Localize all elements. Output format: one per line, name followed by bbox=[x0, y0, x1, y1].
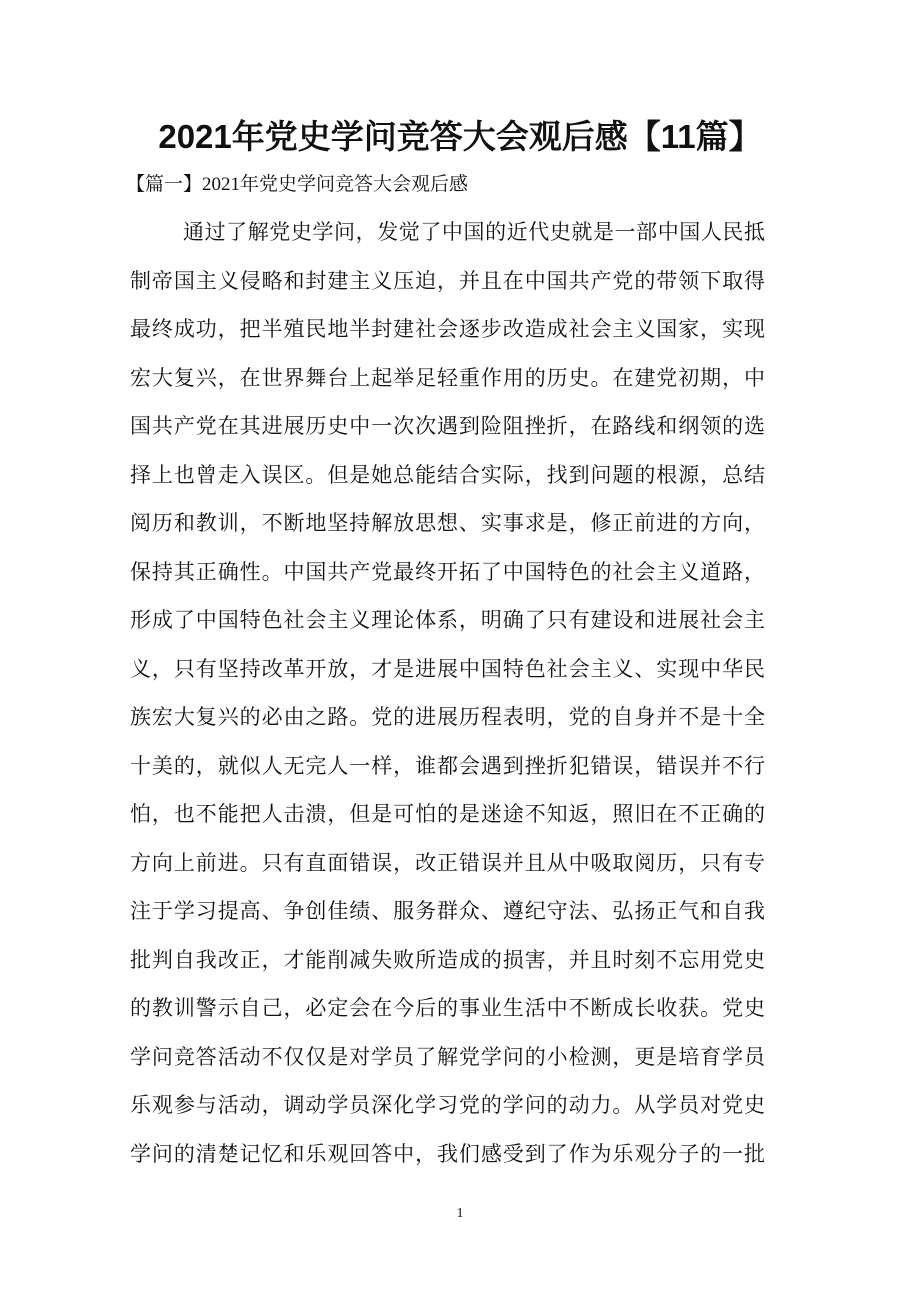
text-line: 保持其正确性。中国共产党最终开拓了中国特色的社会主义道路， bbox=[130, 559, 765, 584]
text-line: 通过了解党史学问，发觉了中国的近代史就是一部中国人民抵 bbox=[183, 220, 765, 244]
text-line: 形成了中国特色社会主义理论体系，明确了只有建设和进展社会主 bbox=[130, 608, 765, 632]
text-line: 十美的，就似人无完人一样，谁都会遇到挫折犯错误，错误并不行 bbox=[130, 753, 765, 778]
text-line: 族宏大复兴的必由之路。党的进展历程表明，党的自身并不是十全 bbox=[130, 705, 765, 729]
page-number: 1 bbox=[456, 1206, 464, 1221]
text-line: 的教训警示自己，必定会在今后的事业生活中不断成长收获。党史 bbox=[130, 996, 765, 1020]
text-line: 怕，也不能把人击溃，但是可怕的是迷途不知返，照旧在不正确的 bbox=[130, 802, 765, 826]
text-line: 批判自我改正，才能削减失败所造成的损害，并且时刻不忘用党史 bbox=[130, 947, 765, 972]
text-line: 乐观参与活动，调动学员深化学习党的学问的动力。从学员对党史 bbox=[130, 1093, 765, 1117]
text-line: 方向上前进。只有直面错误，改正错误并且从中吸取阅历，只有专 bbox=[130, 850, 765, 875]
document-title: 2021年党史学问竞答大会观后感【11篇】 bbox=[158, 118, 762, 155]
body-paragraph bbox=[130, 212, 765, 1182]
text-line: 义，只有坚持改革开放，才是进展中国特色社会主义、实现中华民 bbox=[130, 656, 765, 681]
section-heading: 【篇一】2021年党史学问竞答大会观后感 bbox=[126, 174, 469, 195]
text-line: 学问竞答活动不仅仅是对学员了解党学问的小检测，更是培育学员 bbox=[130, 1044, 765, 1069]
text-line: 制帝国主义侵略和封建主义压迫，并且在中国共产党的带领下取得 bbox=[130, 268, 765, 293]
text-line: 注于学习提高、争创佳绩、服务群众、遵纪守法、弘扬正气和自我 bbox=[130, 899, 765, 923]
text-line: 宏大复兴，在世界舞台上起举足轻重作用的历史。在建党初期，中 bbox=[130, 365, 765, 390]
text-line: 择上也曾走入误区。但是她总能结合实际，找到问题的根源，总结 bbox=[130, 462, 765, 487]
text-line: 学问的清楚记忆和乐观回答中，我们感受到了作为乐观分子的一批 bbox=[130, 1141, 765, 1166]
text-line: 国共产党在其进展历史中一次次遇到险阻挫折，在路线和纲领的选 bbox=[130, 414, 765, 438]
text-line: 阅历和教训，不断地坚持解放思想、实事求是，修正前进的方向， bbox=[130, 511, 765, 535]
text-line: 最终成功，把半殖民地半封建社会逐步改造成社会主义国家，实现 bbox=[130, 317, 765, 341]
